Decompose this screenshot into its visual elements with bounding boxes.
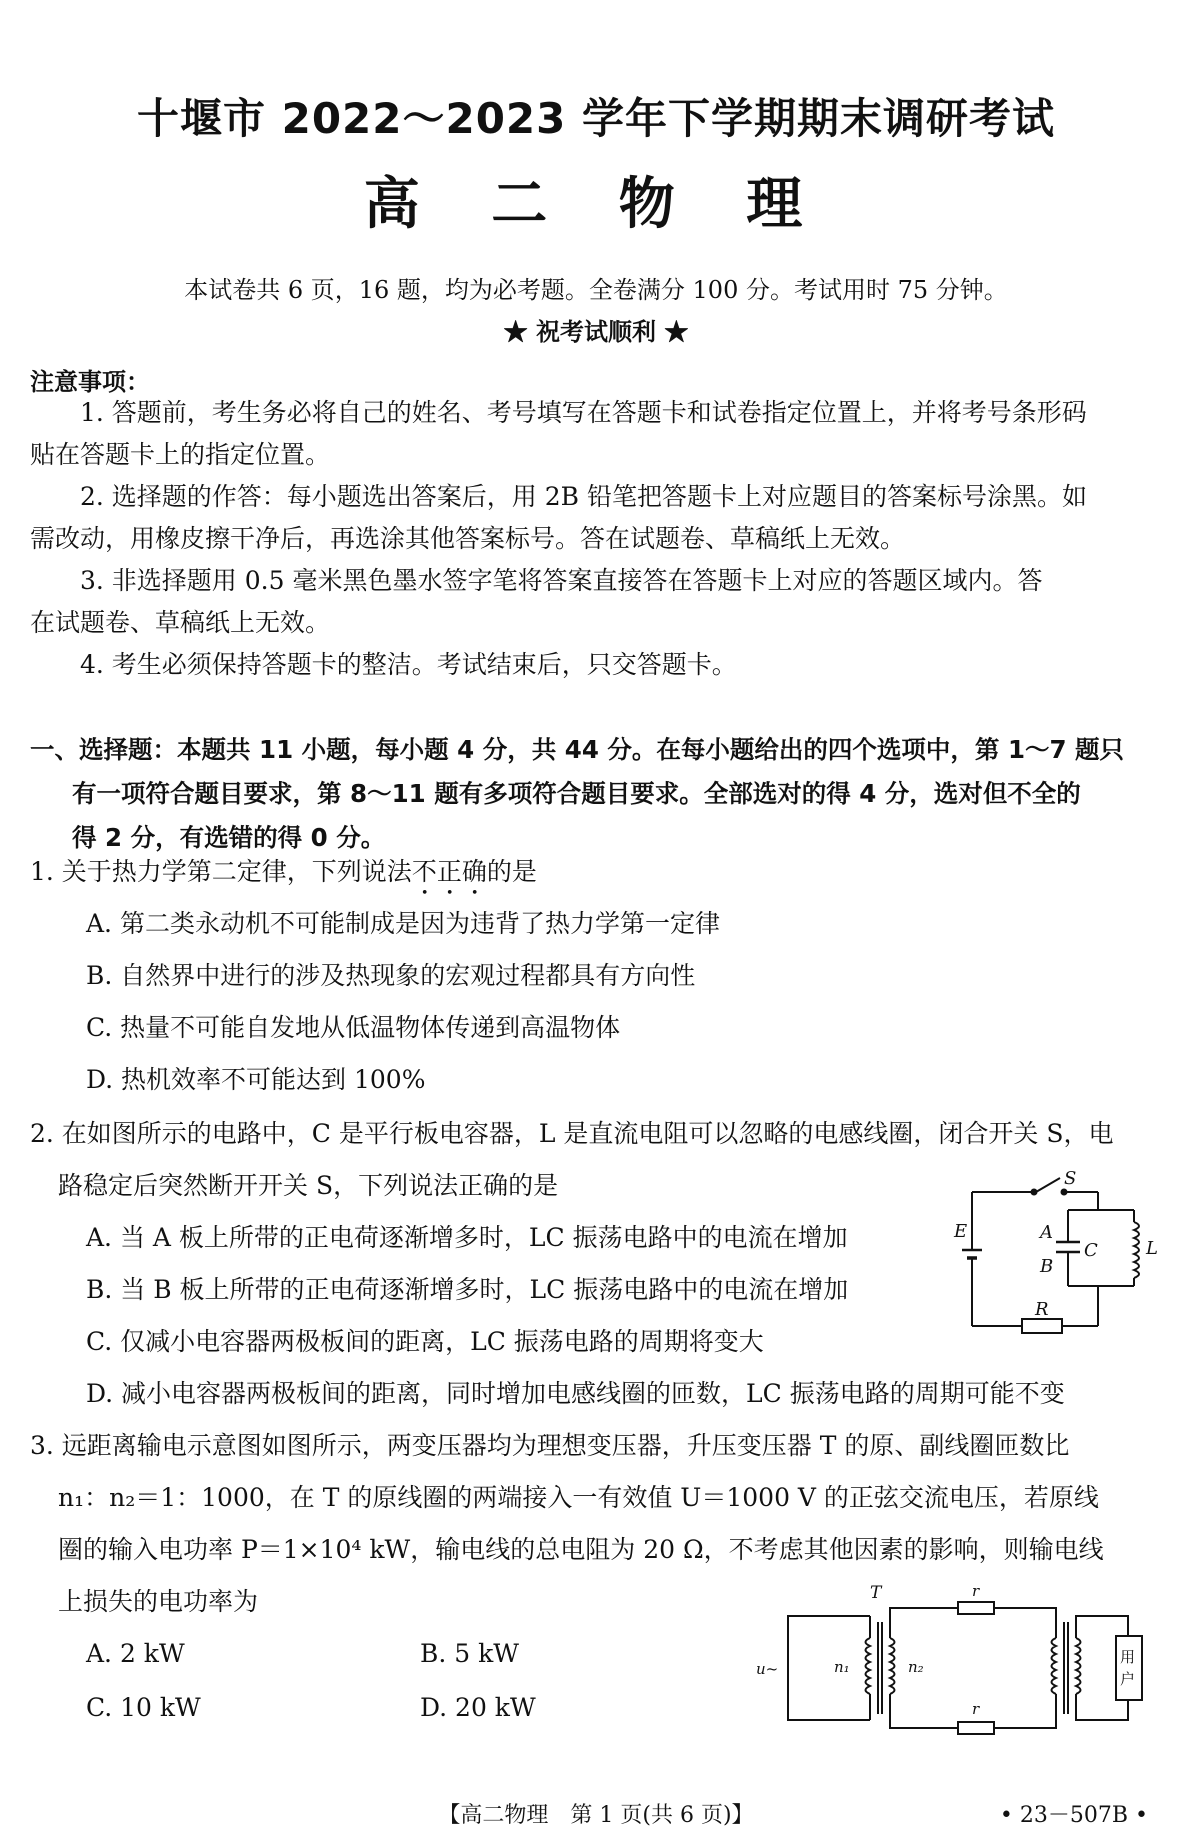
- label-r-top: r: [972, 1582, 980, 1600]
- wire: [1076, 1694, 1128, 1720]
- wire: [890, 1694, 958, 1728]
- stepdown-primary-coil: [1052, 1638, 1057, 1694]
- stepdown-secondary-coil: [1076, 1638, 1081, 1694]
- primary-coil-n1: [866, 1638, 871, 1694]
- question-3-option-a: A. 2 kW: [86, 1639, 185, 1668]
- notice-item-3-line-2: 在试题卷、草稿纸上无效。: [30, 608, 331, 637]
- label-user-2: 户: [1120, 1670, 1136, 1688]
- section-1-instructions: [30, 728, 1165, 860]
- notice-item-1-line-2: 贴在答题卡上的指定位置。: [30, 440, 331, 469]
- question-2-stem-line-2: 路稳定后突然断开开关 S，下列说法正确的是: [58, 1171, 559, 1200]
- resistor-r: [1022, 1319, 1062, 1333]
- emphasis-text: 不正确: [411, 857, 487, 886]
- label-r: R: [1035, 1299, 1049, 1320]
- question-2-option-b: B. 当 B 板上所带的正电荷逐渐增多时，LC 振荡电路中的电流在增加: [86, 1275, 849, 1304]
- footer-page-info: 【高二物理 第 1 页(共 6 页)】: [438, 1803, 754, 1828]
- subject-title: 高 二 物 理: [363, 172, 829, 237]
- wire: [890, 1608, 958, 1638]
- wire: [1076, 1616, 1128, 1638]
- question-2-stem-line-1: 2. 在如图所示的电路中，C 是平行板电容器，L 是直流电阻可以忽略的电感线圈，闭合开关 S，电: [30, 1119, 1114, 1148]
- good-luck-line: ★ 祝考试顺利 ★: [503, 317, 689, 346]
- switch-contact: [1032, 1190, 1037, 1195]
- label-n2: n₂: [908, 1658, 924, 1676]
- footer-exam-code: • 23－507B •: [999, 1803, 1148, 1828]
- label-c: C: [1084, 1240, 1098, 1261]
- question-2-option-a: A. 当 A 板上所带的正电荷逐渐增多时，LC 振荡电路中的电流在增加: [86, 1223, 848, 1252]
- label-s: S: [1064, 1168, 1077, 1189]
- notice-item-2-line-1: 2. 选择题的作答：每小题选出答案后，用 2B 铅笔把答题卡上对应题目的答案标号涂黑。如: [80, 482, 1087, 511]
- notice-heading: 注意事项：: [30, 368, 150, 396]
- section-1-line-3: 得 2 分，有选错的得 0 分。: [72, 823, 386, 852]
- switch-s: [1036, 1178, 1060, 1192]
- notice-item-3-line-1: 3. 非选择题用 0.5 毫米黑色墨水签字笔将答案直接答在答题卡上对应的答题区域内。答: [80, 566, 1043, 595]
- line-resistor-bottom: [958, 1722, 994, 1734]
- label-b: B: [1040, 1256, 1054, 1277]
- question-1-option-c: C. 热量不可能自发地从低温物体传递到高温物体: [86, 1013, 621, 1042]
- section-1-line-2: 有一项符合题目要求，第 8～11 题有多项符合题目要求。全部选对的得 4 分，选对但不全的: [72, 779, 1081, 808]
- section-1-line-1: 一、选择题：本题共 11 小题，每小题 4 分，共 44 分。在每小题给出的四个选项中，第 1～7 题只: [30, 735, 1125, 764]
- exam-info: 本试卷共 6 页，16 题，均为必考题。全卷满分 100 分。考试用时 75 分钟。: [184, 276, 1008, 304]
- label-t: T: [870, 1583, 882, 1603]
- wire: [994, 1608, 1056, 1638]
- label-l: L: [1146, 1238, 1158, 1259]
- notice-item-1-line-1: 1. 答题前，考生务必将自己的姓名、考号填写在答题卡和试卷指定位置上，并将考号条形码: [80, 398, 1087, 427]
- secondary-coil-n2: [890, 1638, 895, 1694]
- notice-item-2-line-2: 需改动，用橡皮擦干净后，再选涂其他答案标号。答在试题卷、草稿纸上无效。: [30, 524, 906, 553]
- exam-title: 十堰市 2022～2023 学年下学期期末调研考试: [136, 94, 1056, 143]
- line-resistor-top: [958, 1602, 994, 1614]
- label-user-1: 用: [1120, 1648, 1136, 1666]
- question-1-option-b: B. 自然界中进行的涉及热现象的宏观过程都具有方向性: [86, 961, 696, 990]
- switch-contact: [1062, 1190, 1067, 1195]
- question-1-option-a: A. 第二类永动机不可能制成是因为违背了热力学第一定律: [86, 909, 720, 938]
- question-3-stem-line-2: n₁：n₂＝1：1000，在 T 的原线圈的两端接入一有效值 U＝1000 V 的正弦交流电压，若原线: [58, 1483, 1099, 1512]
- primary-wire: [788, 1616, 870, 1720]
- wire: [994, 1694, 1056, 1728]
- question-3-stem-line-1: 3. 远距离输电示意图如图所示，两变压器均为理想变压器，升压变压器 T 的原、副线圈匝数比: [30, 1431, 1070, 1460]
- question-2-option-d: D. 减小电容器两极板间的距离，同时增加电感线圈的匝数，LC 振荡电路的周期可能不变: [86, 1379, 1065, 1408]
- user-load-box: [1116, 1636, 1142, 1700]
- question-3-option-b: B. 5 kW: [420, 1639, 519, 1668]
- notice-item-4: 4. 考生必须保持答题卡的整洁。考试结束后，只交答题卡。: [80, 650, 737, 679]
- label-e: E: [954, 1221, 968, 1242]
- label-u: u~: [756, 1660, 779, 1678]
- question-3-stem-line-4: 上损失的电功率为: [58, 1587, 259, 1616]
- question-1-stem: 1. 关于热力学第二定律，下列说法不正确的是: [30, 857, 537, 886]
- power-transmission-diagram: [758, 1582, 1168, 1732]
- question-2-option-c: C. 仅减小电容器两极板间的距离，LC 振荡电路的周期将变大: [86, 1327, 764, 1356]
- question-1-option-d: D. 热机效率不可能达到 100%: [86, 1065, 426, 1094]
- inductor-coil-l: [1134, 1222, 1139, 1278]
- label-r-bottom: r: [972, 1700, 980, 1718]
- label-a: A: [1040, 1222, 1053, 1243]
- question-3-option-d: D. 20 kW: [420, 1693, 536, 1722]
- question-3-stem-line-3: 圈的输入电功率 P＝1×10⁴ kW，输电线的总电阻为 20 Ω，不考虑其他因素的影响，则输电线: [58, 1535, 1104, 1564]
- lc-circuit-diagram: [954, 1162, 1160, 1342]
- label-n1: n₁: [834, 1658, 850, 1676]
- question-3-option-c: C. 10 kW: [86, 1693, 201, 1722]
